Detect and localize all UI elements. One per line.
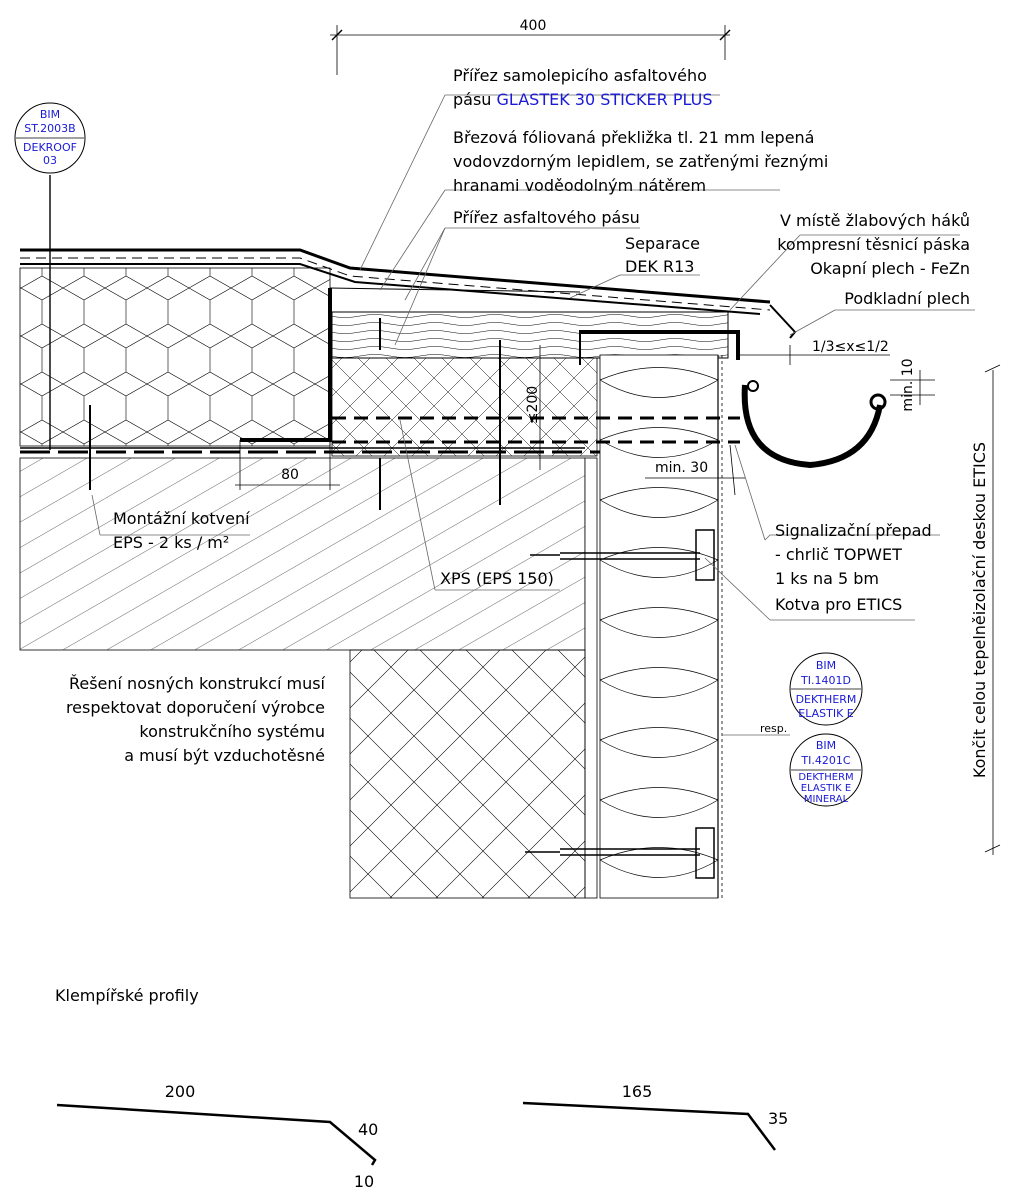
label-note-2: respektovat doporučení výrobce [65,698,325,717]
vertical-note [970,365,1000,855]
profile-1 [57,1082,378,1191]
svg-text:10: 10 [353,1172,375,1191]
svg-text:ST.2003B: ST.2003B [24,122,76,135]
label-hooks-2: kompresní těsnicí páska [777,235,970,254]
profiles-title: Klempířské profily [55,986,199,1005]
svg-text:BIM: BIM [39,108,61,121]
label-anchor-2: EPS - 2 ks / m² [113,533,230,552]
drip-edge-tip [770,305,795,338]
svg-text:1/3≤x≤1/2: 1/3≤x≤1/2 [812,339,889,355]
label-strip-line2: pásu GLASTEK 30 STICKER PLUS [453,90,713,109]
slab-end [585,458,597,898]
label-separation-1: Separace [625,234,700,253]
svg-text:200: 200 [164,1082,196,1101]
label-signal-1: Signalizační přepad [775,521,932,540]
eps-insulation [20,268,330,446]
label-base-plate: Podkladní plech [844,289,970,308]
dim-min-10 [890,358,935,411]
svg-text:40: 40 [358,1120,379,1139]
label-resp: resp. [760,722,788,735]
wall-masonry [350,650,585,898]
svg-text:165: 165 [621,1082,653,1101]
label-plywood-line3: hranami voděodolným nátěrem [453,176,707,195]
svg-text:DEKTHERM: DEKTHERM [798,772,854,783]
svg-text:ELASTIK E: ELASTIK E [800,783,852,794]
label-note-4: a musí být vzduchotěsné [124,746,325,765]
label-strip-line1: Přířez samolepicího asfaltového [453,66,707,85]
svg-text:35: 35 [768,1109,789,1128]
label-signal-2: - chrlič TOPWET [775,545,902,564]
label-xps: XPS (EPS 150) [440,569,554,588]
profile-2 [523,1082,788,1150]
label-separation-2: DEK R13 [625,257,695,276]
gutter-bead-left [748,381,758,391]
svg-text:BIM: BIM [815,659,837,672]
label-plywood-line2: vodovzdorným lepidlem, se zatřenými řeznými [453,152,829,171]
label-asphalt-strip: Přířez asfaltového pásu [453,208,640,227]
label-note-3: konstrukčního systému [139,722,325,741]
svg-text:DEKROOF: DEKROOF [23,141,77,154]
etics-insulation [600,355,722,898]
label-etics-anchor: Kotva pro ETICS [775,595,903,614]
label-hooks-1: V místě žlabových háků [779,211,970,230]
svg-text:TI.1401D: TI.1401D [801,674,851,687]
svg-text:TI.4201C: TI.4201C [801,754,851,767]
tag-dektherm-mineral [790,734,862,806]
label-drip-plate: Okapní plech - FeZn [810,259,970,278]
label-signal-3: 1 ks na 5 bm [775,569,879,588]
svg-text:≤200: ≤200 [525,385,541,425]
svg-text:80: 80 [281,467,299,483]
svg-text:Končit celou tepelněizolační d: Končit celou tepelněizolační deskou ETICS [970,441,989,779]
label-note-1: Řešení nosných konstrukcí musí [68,674,325,693]
dim-gutter-ratio [738,339,890,365]
gutter [745,385,880,465]
svg-text:min. 10: min. 10 [900,358,916,412]
tag-dektherm-elastik [790,653,862,725]
svg-text:03: 03 [43,154,57,167]
label-plywood-line1: Březová fóliovaná překližka tl. 21 mm lepená [453,128,815,147]
svg-text:ELASTIK E: ELASTIK E [798,707,854,720]
svg-text:MINERAL: MINERAL [803,794,849,805]
svg-text:min. 30: min. 30 [655,460,709,476]
svg-text:400: 400 [519,18,547,34]
svg-text:DEKTHERM: DEKTHERM [795,693,857,706]
plywood [332,312,728,358]
label-anchor-1: Montážní kotvení [113,509,250,528]
svg-text:BIM: BIM [815,739,837,752]
